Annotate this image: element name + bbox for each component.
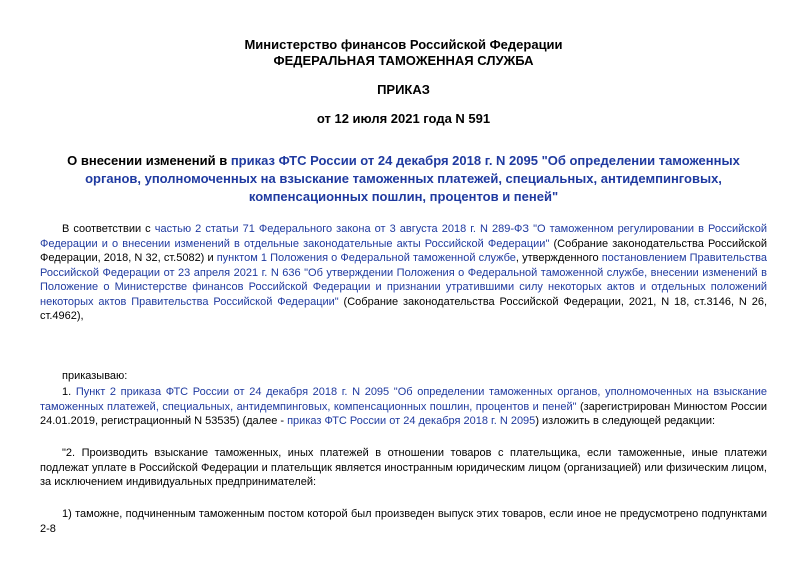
ministry-name: Министерство финансов Российской Федерации <box>244 37 563 52</box>
doc-date-number: от 12 июля 2021 года N 591 <box>316 111 491 126</box>
preamble-text-4: (Собрание законодательства Российской Федерации, 2021, N 18, ст.3146, N 26, ст.4962), <box>40 295 768 322</box>
preamble-text-3: , утвержденного <box>515 252 602 264</box>
item-1-number: 1. <box>62 386 76 398</box>
item-1-text-1: (зарегистрирован Минюстом России 24.01.2019, регистрационный N 53535) (далее - <box>40 400 767 427</box>
item-1-text-2: ) изложить в следующей редакции: <box>535 415 716 427</box>
preamble-paragraph <box>40 222 767 324</box>
link-government-resolution-636[interactable]: постановлением Правительства Российской Федерации от 23 апреля 2021 г. N 636 "Об утверждении Положения о Федеральной таможенной службе, внесении изменений в Положение о Министерстве финансов Российской Федерации и признании утратившими силу некоторых актов и отдельных положений некоторых актов Правительства Российской Федерации" <box>40 252 767 308</box>
preamble-text-2: (Собрание законодательства Российской Федерации, 2018, N 32, ст.5082) и <box>40 237 767 264</box>
link-order-2095[interactable]: приказ ФТС России от 24 декабря 2018 г. N 2095 <box>287 415 536 427</box>
item-1-paragraph <box>40 385 767 429</box>
link-fts-regulation-point-1[interactable]: пунктом 1 Положения о Федеральной таможенной службе <box>216 252 516 264</box>
title-link-order-2095[interactable]: приказ ФТС России от 24 декабря 2018 г. N 2095 "Об определении таможенных органов, уполномоченных на взыскание таможенных платежей, специальных, антидемпинговых, компенсационных пошлин, процентов и пеней" <box>85 153 740 204</box>
subitem-1-paragraph: 1) таможне, подчиненным таможенным постом которой был произведен выпуск этих товаров, если иное не предусмотрено подпунктами 2-8 <box>40 508 767 535</box>
document-title <box>60 152 747 206</box>
service-name: ФЕДЕРАЛЬНАЯ ТАМОЖЕННАЯ СЛУЖБА <box>273 53 534 68</box>
link-point-2-order-2095[interactable]: Пункт 2 приказа ФТС России от 24 декабря 2018 г. N 2095 "Об определении таможенных органов, уполномоченных на взыскание таможенных платежей, специальных, антидемпинговых, компенсационных пошлин, процентов и пеней" <box>40 386 767 413</box>
order-word: приказываю: <box>62 370 128 382</box>
title-prefix: О внесении изменений в <box>67 153 231 168</box>
doc-type: ПРИКАЗ <box>377 82 430 97</box>
quote-paragraph: "2. Производить взыскание таможенных, иных платежей в отношении товаров с плательщика, если таможенные, иные платежи подлежат уплате в Российской Федерации и плательщик является иностранным юридическим лицом (организацией) или физическим лицом, за исключением индивидуальных предпринимателей: <box>40 447 767 488</box>
preamble-text-1: В соответствии с <box>62 223 155 235</box>
link-federal-law-289[interactable]: частью 2 статьи 71 Федерального закона от 3 августа 2018 г. N 289-ФЗ "О таможенном регулировании в Российской Федерации и о внесении изменений в отдельные законодательные акты Российской Федерации" <box>40 223 767 250</box>
